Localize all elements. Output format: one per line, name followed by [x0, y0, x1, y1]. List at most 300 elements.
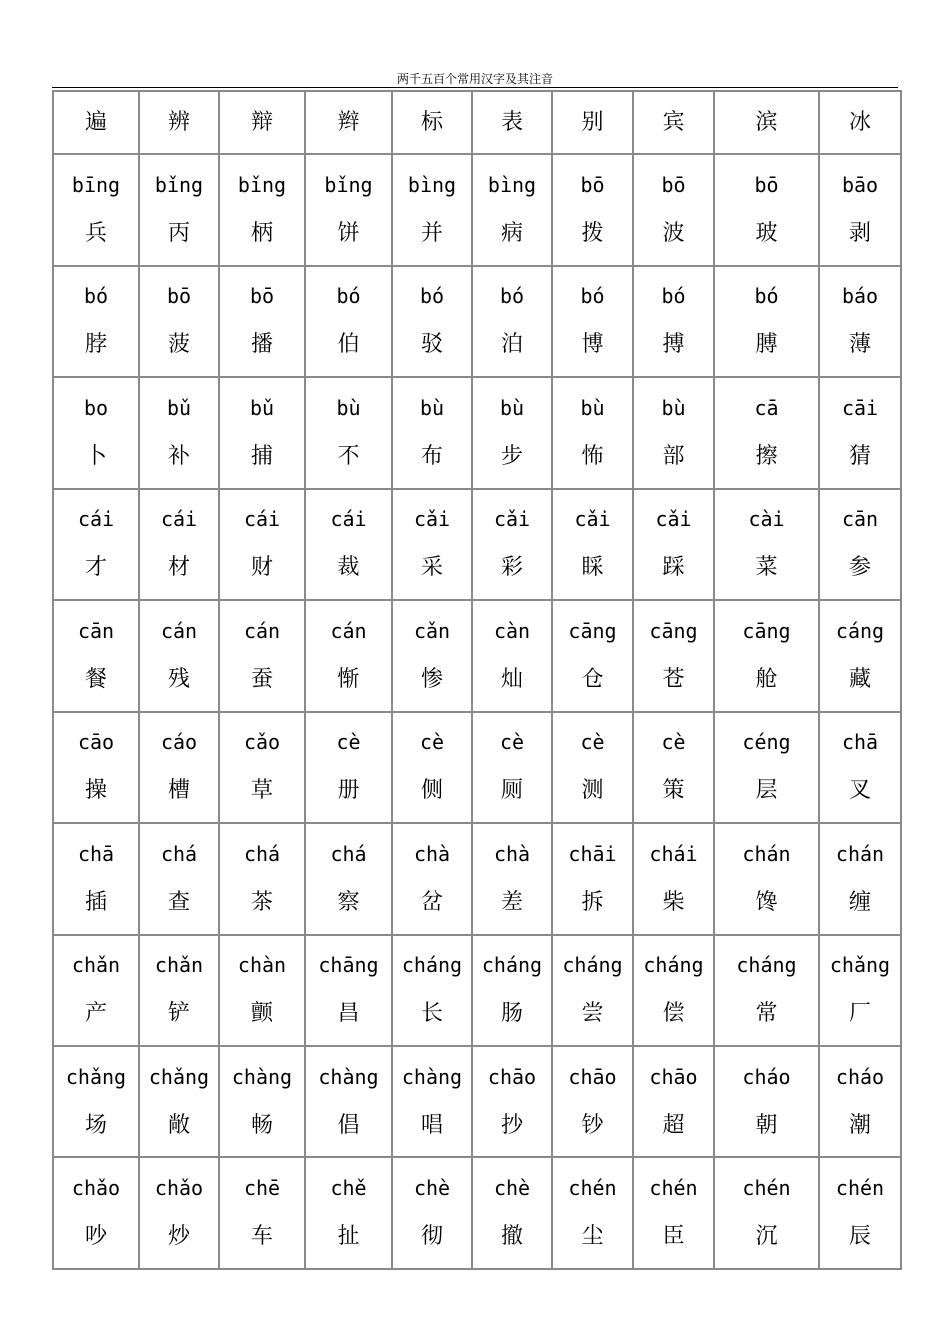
character-cell	[53, 266, 139, 377]
pinyin-label: chě	[330, 1176, 367, 1201]
hanzi-char: 测	[581, 778, 604, 804]
pinyin-label: bīng	[71, 173, 121, 197]
character-cell	[305, 266, 392, 377]
pinyin-label: cháng	[643, 953, 704, 978]
hanzi-char: 冰	[848, 109, 871, 135]
hanzi-char: 惨	[420, 666, 443, 692]
character-cell	[392, 823, 472, 934]
hanzi-char: 产	[84, 1001, 107, 1027]
table-row	[53, 823, 901, 934]
character-cell	[392, 935, 472, 1046]
hanzi-char: 材	[167, 555, 190, 581]
hanzi-char: 膊	[755, 332, 778, 358]
header-row	[53, 91, 901, 154]
character-cell	[472, 266, 552, 377]
table-row	[53, 1157, 901, 1269]
hanzi-char: 辫	[337, 109, 360, 135]
character-cell	[819, 377, 901, 488]
hanzi-char: 辨	[167, 109, 190, 135]
hanzi-char: 潮	[848, 1112, 871, 1138]
character-cell	[392, 1046, 472, 1157]
pinyin-label: bó	[83, 284, 109, 309]
pinyin-label: cài	[748, 507, 785, 532]
pinyin-label: chē	[243, 1176, 281, 1201]
character-cell	[552, 377, 633, 488]
hanzi-char: 部	[662, 443, 685, 469]
character-cell	[219, 1157, 305, 1269]
hanzi-char: 惭	[337, 666, 360, 692]
character-cell	[139, 600, 219, 711]
hanzi-char: 睬	[581, 555, 604, 581]
character-cell	[552, 154, 633, 265]
hanzi-char: 厕	[500, 778, 523, 804]
hanzi-char: 册	[337, 778, 360, 804]
hanzi-char: 尘	[581, 1224, 604, 1250]
pinyin-label: chǎn	[154, 953, 204, 978]
pinyin-label: bù	[336, 395, 361, 420]
hanzi-char: 臣	[662, 1224, 685, 1250]
header-cell	[53, 91, 139, 154]
character-cell	[139, 377, 219, 488]
character-cell	[714, 712, 819, 823]
pinyin-label: cháng	[736, 953, 797, 978]
header-cell	[472, 91, 552, 154]
pinyin-label: cái	[77, 507, 115, 532]
hanzi-char: 柴	[662, 889, 685, 915]
pinyin-label: cǎn	[413, 618, 451, 643]
character-cell	[305, 823, 392, 934]
character-cell	[392, 266, 472, 377]
hanzi-char: 拆	[581, 889, 604, 915]
pinyin-label: cǎi	[574, 507, 611, 532]
pinyin-label: cāng	[742, 618, 791, 643]
character-cell	[552, 1157, 633, 1269]
character-cell	[633, 935, 714, 1046]
hanzi-char: 仓	[581, 666, 604, 692]
hanzi-char: 馋	[755, 889, 778, 915]
pinyin-label: bǔ	[166, 395, 192, 420]
title-rule	[52, 87, 898, 88]
pinyin-label: chàng	[318, 1064, 379, 1089]
pinyin-label: cán	[330, 618, 367, 643]
hanzi-char: 别	[581, 109, 604, 135]
pinyin-label: cǎi	[493, 507, 531, 532]
hanzi-char: 餐	[84, 666, 107, 692]
character-cell	[392, 1157, 472, 1269]
pinyin-label: bǔ	[249, 395, 275, 420]
hanzi-char: 察	[337, 889, 360, 915]
pinyin-label: cè	[661, 730, 686, 755]
character-cell	[53, 154, 139, 265]
pinyin-label: chǎo	[154, 1176, 204, 1201]
pinyin-label: cè	[499, 730, 525, 755]
pinyin-label: báo	[841, 284, 879, 309]
hanzi-char: 朝	[755, 1112, 778, 1138]
hanzi-char: 查	[167, 889, 190, 915]
pinyin-label: bó	[580, 284, 605, 309]
pinyin-label: bāo	[841, 173, 879, 197]
hanzi-char: 厂	[848, 1001, 871, 1027]
hanzi-char: 操	[84, 778, 107, 804]
character-cell	[53, 600, 139, 711]
pinyin-label: chā	[841, 730, 879, 755]
character-cell	[53, 712, 139, 823]
table-row	[53, 266, 901, 377]
hanzi-char: 病	[500, 221, 523, 246]
character-cell	[714, 377, 819, 488]
pinyin-label: cè	[580, 730, 605, 755]
character-cell	[53, 489, 139, 600]
pinyin-label: chén	[568, 1176, 617, 1201]
pinyin-label: chén	[835, 1176, 885, 1201]
table-row	[53, 712, 901, 823]
hanzi-char: 常	[755, 1001, 778, 1027]
table-row	[53, 935, 901, 1046]
pinyin-label: chái	[649, 841, 698, 866]
pinyin-label: chè	[413, 1176, 451, 1201]
hanzi-char: 脖	[84, 332, 107, 358]
pinyin-label: cái	[160, 507, 198, 532]
hanzi-char: 猜	[848, 443, 871, 469]
pinyin-label: cǎo	[243, 730, 281, 755]
character-cell	[305, 489, 392, 600]
pinyin-label: bù	[419, 395, 445, 420]
pinyin-label: cè	[419, 730, 445, 755]
pinyin-label: cā	[754, 395, 779, 420]
hanzi-char: 步	[500, 443, 523, 469]
header-cell	[219, 91, 305, 154]
hanzi-char: 不	[337, 443, 360, 469]
page-title: 两千五百个常用汉字及其注音	[396, 72, 553, 86]
character-cell	[819, 489, 901, 600]
pinyin-label: chā	[77, 841, 115, 866]
hanzi-char: 扯	[337, 1224, 360, 1250]
character-cell	[714, 1157, 819, 1269]
pinyin-label: cān	[77, 618, 115, 643]
hanzi-char: 彻	[420, 1224, 443, 1250]
pinyin-label: chāo	[649, 1064, 698, 1089]
pinyin-label: chén	[649, 1176, 698, 1201]
hanzi-char: 菜	[755, 555, 778, 581]
pinyin-label: cān	[841, 507, 879, 532]
character-cell	[633, 1157, 714, 1269]
pinyin-label: bō	[166, 284, 192, 309]
hanzi-char: 倡	[337, 1112, 360, 1138]
header-cell	[139, 91, 219, 154]
pinyin-label: chán	[835, 841, 885, 866]
pinyin-label: càn	[493, 618, 531, 643]
hanzi-char: 薄	[848, 332, 871, 358]
character-cell	[633, 377, 714, 488]
character-cell	[472, 935, 552, 1046]
hanzi-char: 玻	[755, 221, 778, 246]
hanzi-char: 场	[84, 1112, 107, 1138]
hanzi-char: 叉	[848, 778, 871, 804]
character-cell	[53, 935, 139, 1046]
pinyin-label: cāi	[841, 395, 879, 420]
pinyin-label: céng	[742, 730, 791, 755]
character-cell	[633, 154, 714, 265]
pinyin-label: chǎng	[148, 1064, 210, 1089]
pinyin-label: cháng	[562, 953, 623, 978]
character-cell	[714, 935, 819, 1046]
pinyin-label: bó	[499, 284, 525, 309]
character-cell	[219, 935, 305, 1046]
pinyin-label: chāi	[568, 841, 617, 866]
hanzi-char: 肠	[500, 1001, 523, 1027]
character-cell	[472, 600, 552, 711]
character-cell	[633, 823, 714, 934]
character-cell	[633, 600, 714, 711]
pinyin-label: cè	[336, 730, 361, 755]
hanzi-char: 滨	[755, 109, 778, 135]
character-cell	[714, 600, 819, 711]
character-cell	[633, 712, 714, 823]
hanzi-char: 怖	[581, 443, 604, 469]
character-cell	[219, 266, 305, 377]
hanzi-char: 彩	[500, 555, 523, 581]
character-cell	[305, 1046, 392, 1157]
hanzi-char: 兵	[84, 221, 107, 246]
hanzi-char: 驳	[420, 332, 443, 358]
pinyin-label: cǎi	[413, 507, 451, 532]
pinyin-label: chén	[742, 1176, 791, 1201]
hanzi-char: 裁	[337, 555, 360, 581]
character-cell	[139, 823, 219, 934]
pinyin-label: bìng	[487, 173, 537, 197]
character-cell	[305, 600, 392, 711]
pinyin-label: bō	[249, 284, 275, 309]
hanzi-char: 柄	[250, 221, 273, 246]
pinyin-label: chà	[493, 841, 531, 866]
hanzi-char: 伯	[337, 332, 360, 358]
character-cell	[819, 712, 901, 823]
character-cell	[305, 377, 392, 488]
hanzi-char: 并	[420, 221, 443, 246]
hanzi-char: 博	[581, 332, 604, 358]
character-cell	[819, 823, 901, 934]
character-cell	[819, 935, 901, 1046]
hanzi-char: 茶	[250, 889, 273, 915]
character-cell	[472, 823, 552, 934]
hanzi-char: 缠	[848, 889, 871, 915]
pinyin-label: chàn	[237, 953, 287, 978]
pinyin-label: bō	[754, 173, 779, 197]
pinyin-label: bǐng	[324, 173, 373, 197]
hanzi-char: 炒	[167, 1224, 190, 1250]
pinyin-label: bó	[754, 284, 779, 309]
pinyin-label: chāng	[318, 953, 379, 978]
hanzi-char: 剥	[848, 221, 871, 246]
pinyin-label: cháo	[835, 1064, 885, 1089]
character-cell	[392, 712, 472, 823]
pinyin-label: bo	[83, 395, 109, 420]
hanzi-char: 蚕	[250, 666, 273, 692]
pinyin-label: chè	[493, 1176, 531, 1201]
hanzi-char: 捕	[250, 443, 273, 469]
character-cell	[819, 1157, 901, 1269]
hanzi-char: 表	[500, 109, 523, 135]
pinyin-label: chá	[160, 841, 198, 866]
character-cell	[305, 154, 392, 265]
pinyin-label: bō	[580, 173, 605, 197]
pinyin-label: cháo	[742, 1064, 791, 1089]
character-cell	[472, 712, 552, 823]
character-cell	[472, 1157, 552, 1269]
character-cell	[819, 600, 901, 711]
hanzi-char: 吵	[84, 1224, 107, 1250]
character-cell	[219, 823, 305, 934]
pinyin-label: bó	[661, 284, 686, 309]
character-cell	[819, 1046, 901, 1157]
header-cell	[714, 91, 819, 154]
hanzi-char: 侧	[420, 778, 443, 804]
character-cell	[819, 266, 901, 377]
hanzi-char: 层	[755, 778, 778, 804]
pinyin-label: cáng	[835, 618, 885, 643]
hanzi-char: 宾	[662, 109, 685, 135]
character-cell	[53, 1046, 139, 1157]
hanzi-char: 丙	[167, 221, 190, 246]
hanzi-char: 采	[420, 555, 443, 581]
character-cell	[305, 1157, 392, 1269]
table-row	[53, 489, 901, 600]
header-cell	[305, 91, 392, 154]
hanzi-char: 踩	[662, 555, 685, 581]
pinyin-label: chán	[742, 841, 791, 866]
header-cell	[552, 91, 633, 154]
pinyin-label: chǎo	[71, 1176, 121, 1201]
pinyin-label: cáo	[160, 730, 198, 755]
pinyin-label: cāng	[568, 618, 617, 643]
character-table	[52, 90, 902, 1270]
pinyin-label: chàng	[401, 1064, 463, 1089]
hanzi-char: 播	[250, 332, 273, 358]
character-cell	[552, 489, 633, 600]
hanzi-char: 偿	[662, 1001, 685, 1027]
pinyin-label: bù	[499, 395, 525, 420]
character-cell	[139, 489, 219, 600]
character-cell	[552, 712, 633, 823]
hanzi-char: 卜	[84, 443, 107, 469]
hanzi-char: 饼	[337, 221, 360, 246]
pinyin-label: chá	[330, 841, 367, 866]
character-cell	[53, 1157, 139, 1269]
character-cell	[305, 935, 392, 1046]
header-cell	[819, 91, 901, 154]
hanzi-char: 沉	[755, 1224, 778, 1250]
character-cell	[552, 600, 633, 711]
character-cell	[552, 266, 633, 377]
character-cell	[714, 154, 819, 265]
hanzi-char: 灿	[500, 666, 523, 692]
hanzi-char: 长	[420, 1001, 443, 1027]
character-cell	[552, 823, 633, 934]
hanzi-char: 尝	[581, 1001, 604, 1027]
table-row	[53, 1046, 901, 1157]
pinyin-label: chāo	[568, 1064, 617, 1089]
character-cell	[472, 377, 552, 488]
hanzi-char: 撤	[500, 1224, 523, 1250]
character-cell	[392, 154, 472, 265]
hanzi-char: 插	[84, 889, 107, 915]
hanzi-char: 畅	[250, 1112, 273, 1138]
character-cell	[53, 823, 139, 934]
pinyin-label: chāo	[487, 1064, 537, 1089]
character-cell	[392, 377, 472, 488]
hanzi-char: 差	[500, 889, 523, 915]
hanzi-char: 钞	[581, 1112, 604, 1138]
hanzi-char: 颤	[250, 1001, 273, 1027]
pinyin-label: cháng	[481, 953, 543, 978]
hanzi-char: 苍	[662, 666, 685, 692]
table-row	[53, 600, 901, 711]
hanzi-char: 岔	[420, 889, 443, 915]
pinyin-label: cǎi	[655, 507, 692, 532]
hanzi-char: 车	[250, 1224, 273, 1250]
pinyin-label: bìng	[407, 173, 457, 197]
hanzi-char: 辰	[848, 1224, 871, 1250]
pinyin-label: bù	[580, 395, 605, 420]
hanzi-char: 槽	[167, 778, 190, 804]
pinyin-label: cái	[330, 507, 367, 532]
hanzi-char: 才	[84, 555, 107, 581]
hanzi-char: 擦	[755, 443, 778, 469]
header-cell	[633, 91, 714, 154]
character-cell	[219, 377, 305, 488]
table-body	[53, 91, 901, 1269]
character-cell	[219, 712, 305, 823]
character-cell	[472, 489, 552, 600]
pinyin-label: cái	[243, 507, 281, 532]
character-cell	[392, 489, 472, 600]
character-cell	[472, 1046, 552, 1157]
hanzi-char: 铲	[167, 1001, 190, 1027]
hanzi-char: 唱	[420, 1112, 443, 1138]
pinyin-label: bù	[661, 395, 686, 420]
character-cell	[633, 1046, 714, 1157]
pinyin-label: bó	[419, 284, 445, 309]
pinyin-label: bǐng	[237, 173, 287, 197]
hanzi-char: 财	[250, 555, 273, 581]
character-cell	[139, 935, 219, 1046]
pinyin-label: chàng	[231, 1064, 293, 1089]
hanzi-char: 超	[662, 1112, 685, 1138]
pinyin-label: cāng	[649, 618, 698, 643]
character-cell	[139, 1157, 219, 1269]
character-cell	[552, 935, 633, 1046]
hanzi-char: 草	[250, 778, 273, 804]
pinyin-label: cán	[243, 618, 281, 643]
character-cell	[305, 712, 392, 823]
pinyin-label: chá	[243, 841, 281, 866]
character-cell	[219, 154, 305, 265]
character-cell	[392, 600, 472, 711]
hanzi-char: 泊	[500, 332, 523, 358]
pinyin-label: chǎng	[65, 1064, 127, 1089]
hanzi-char: 搏	[662, 332, 685, 358]
character-cell	[714, 266, 819, 377]
character-cell	[139, 154, 219, 265]
hanzi-char: 布	[420, 443, 443, 469]
hanzi-char: 辩	[250, 109, 273, 135]
pinyin-label: bó	[336, 284, 361, 309]
character-cell	[714, 489, 819, 600]
hanzi-char: 舱	[755, 666, 778, 692]
hanzi-char: 拨	[581, 221, 604, 246]
character-cell	[819, 154, 901, 265]
pinyin-label: cháng	[401, 953, 463, 978]
